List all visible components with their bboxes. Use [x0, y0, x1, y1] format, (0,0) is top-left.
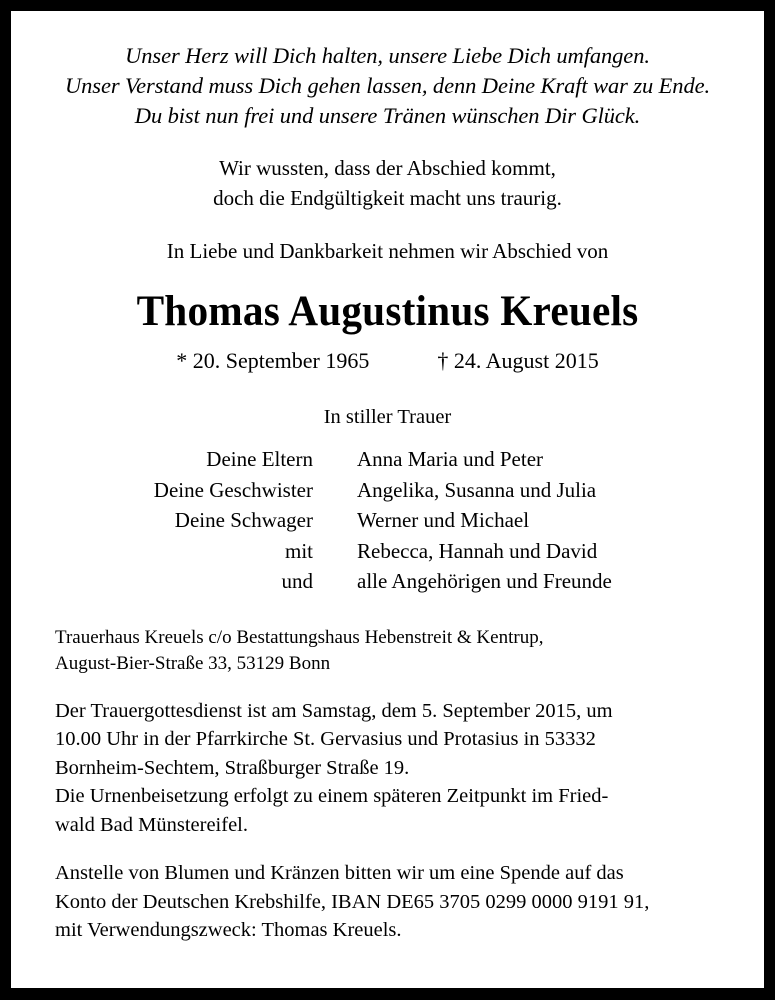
service-details — [55, 697, 720, 783]
family-relation: Deine Schwager — [174, 508, 313, 532]
life-dates — [55, 347, 720, 375]
family-persons: Werner und Michael — [357, 508, 530, 532]
family-list — [55, 444, 720, 597]
memorial-verse — [55, 41, 720, 131]
family-relation: mit — [284, 538, 313, 563]
family-row — [55, 536, 720, 567]
family-row — [55, 566, 720, 597]
family-row — [55, 444, 720, 475]
family-persons: Anna Maria und Peter — [357, 447, 544, 471]
stanza-line-2: doch die Endgültigkeit macht uns traurig. — [213, 186, 562, 210]
obituary-content — [11, 11, 764, 988]
burial-line-1: Die Urnenbeisetzung erfolgt zu einem späteren Zeitpunkt im Fried- — [55, 785, 609, 807]
farewell-lead-in: In Liebe und Dankbarkeit nehmen wir Abschied von — [166, 239, 609, 263]
donation-line-2: Konto der Deutschen Krebshilfe, IBAN DE65 3705 0299 0000 9191 91, — [55, 890, 650, 913]
condolence-address-line-1: Trauerhaus Kreuels c/o Bestattungshaus Hebenstreit & Kentrup, — [55, 626, 544, 648]
service-line-2: 10.00 Uhr in der Pfarrkirche St. Gervasius und Protasius in 53332 — [55, 728, 596, 750]
burial-details — [55, 782, 720, 839]
burial-line-2: wald Bad Münstereifel. — [55, 813, 248, 836]
donation-request — [55, 859, 720, 945]
family-persons: Rebecca, Hannah und David — [357, 538, 598, 563]
donation-line-1: Anstelle von Blumen und Kränzen bitten wir um eine Spende auf das — [55, 862, 624, 884]
family-row — [55, 505, 720, 536]
death-date: † 24. August 2015 — [437, 348, 599, 373]
service-line-3: Bornheim-Sechtem, Straßburger Straße 19. — [55, 756, 410, 779]
family-persons: Angelika, Susanna und Julia — [357, 477, 597, 502]
donation-line-3: mit Verwendungszweck: Thomas Kreuels. — [55, 919, 402, 941]
family-relation: Deine Geschwister — [153, 477, 313, 502]
deceased-name: Thomas Augustinus Kreuels — [136, 288, 639, 335]
memorial-stanza — [55, 153, 720, 213]
condolence-address — [55, 625, 720, 677]
verse-line-3: Du bist nun frei und unsere Tränen wünschen Dir Glück. — [134, 103, 641, 128]
mourning-title: In stiller Trauer — [323, 406, 452, 428]
family-persons: alle Angehörigen und Freunde — [357, 569, 612, 593]
family-relation: Deine Eltern — [206, 447, 313, 471]
service-line-1: Der Trauergottesdienst ist am Samstag, dem 5. September 2015, um — [55, 699, 613, 722]
verse-line-2: Unser Verstand muss Dich gehen lassen, denn Deine Kraft war zu Ende. — [64, 73, 711, 98]
condolence-address-line-2: August-Bier-Straße 33, 53129 Bonn — [55, 652, 331, 674]
family-relation: und — [281, 569, 313, 593]
birth-date: * 20. September 1965 — [176, 348, 370, 373]
stanza-line-1: Wir wussten, dass der Abschied kommt, — [219, 156, 556, 180]
verse-line-1: Unser Herz will Dich halten, unsere Liebe Dich umfangen. — [125, 43, 650, 68]
family-row — [55, 475, 720, 506]
